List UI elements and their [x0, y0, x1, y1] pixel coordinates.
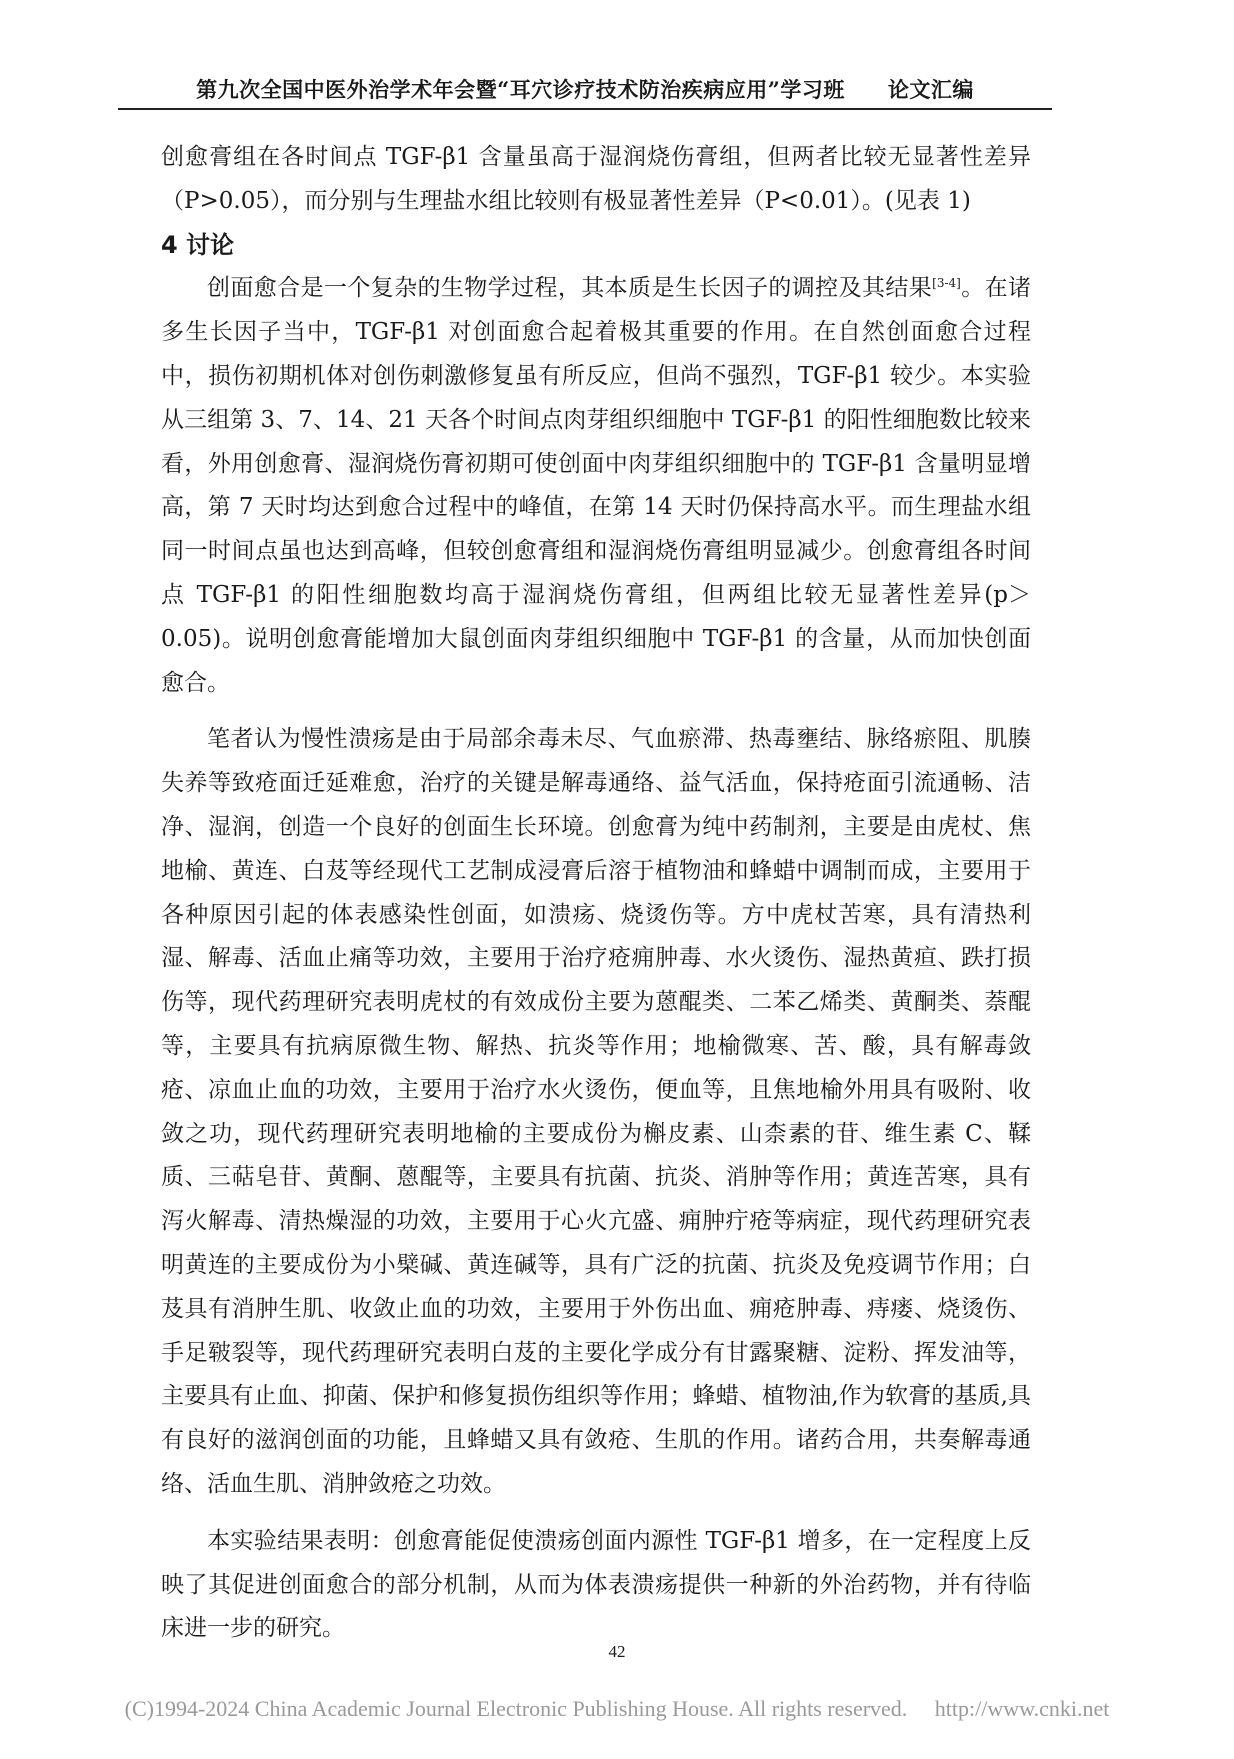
continuation-paragraph: 创愈膏组在各时间点 TGF-β1 含量虽高于湿润烧伤膏组，但两者比较无显著性差异（P>0.05），而分别与生理盐水组比较则有极显著性差异（P<0.01）。(见表 1)	[161, 144, 1031, 214]
discussion-paragraph-3: 本实验结果表明：创愈膏能促使溃疡创面内源性 TGF-β1 增多，在一定程度上反映了其促进创面愈合的部分机制，从而为体表溃疡提供一种新的外治药物，并有待临床进一步的研究。	[161, 1527, 1031, 1642]
paragraph-text-continued: 。在诸多生长因子当中，TGF-β1 对创面愈合起着极其重要的作用。在自然创面愈合过程中，损伤初期机体对创伤刺激修复虽有所反应，但尚不强烈，TGF-β1 较少。本实验从三组第 3、7、14、21 天各个时间点肉芽组织细胞中 TGF-β1 的阳性细胞数比较来看，外用创愈膏、湿润烧伤膏初期可使创面中肉芽组织细胞中的 TGF-β1 含量明显增高，第 7 天时均达到愈合过程中的峰值，在第 14 天时仍保持高水平。而生理盐水组同一时间点虽也达到高峰，但较创愈膏组和湿润烧伤膏组明显减少。创愈膏组各时间点 TGF-β1 的阳性细胞数均高于湿润烧伤膏组，但两组比较无显著性差异(p＞0.05)。说明创愈膏能增加大鼠创面肉芽组织细胞中 TGF-β1 的含量，从而加快创面愈合。	[161, 275, 1032, 696]
discussion-paragraph-1	[161, 267, 1031, 705]
copyright-notice: (C)1994-2024 China Academic Journal Electronic Publishing House. All rights reserved. http://www.cnki.net	[124, 1696, 1110, 1721]
header-rule	[118, 108, 1052, 110]
page-number: 42	[608, 1642, 626, 1661]
citation-reference: [3-4]	[932, 276, 961, 291]
section-heading: 4 讨论	[161, 230, 235, 259]
discussion-paragraph-2: 笔者认为慢性溃疡是由于局部余毒未尽、气血瘀滞、热毒壅结、脉络瘀阻、肌腠失养等致疮面迁延难愈，治疗的关键是解毒通络、益气活血，保持疮面引流通畅、洁净、湿润，创造一个良好的创面生长环境。创愈膏为纯中药制剂，主要是由虎杖、焦地榆、黄连、白芨等经现代工艺制成浸膏后溶于植物油和蜂蜡中调制而成，主要用于各种原因引起的体表感染性创面，如溃疡、烧烫伤等。方中虎杖苦寒，具有清热利湿、解毒、活血止痛等功效，主要用于治疗疮痈肿毒、水火烫伤、湿热黄疸、跌打损伤等，现代药理研究表明虎杖的有效成份主要为蒽醌类、二苯乙烯类、黄酮类、萘醌等，主要具有抗病原微生物、解热、抗炎等作用；地榆微寒、苦、酸，具有解毒敛疮、凉血止血的功效，主要用于治疗水火烫伤，便血等，且焦地榆外用具有吸附、收敛之功，现代药理研究表明地榆的主要成份为槲皮素、山柰素的苷、维生素 C、鞣质、三萜皂苷、黄酮、蒽醌等，主要具有抗菌、抗炎、消肿等作用；黄连苦寒，具有泻火解毒、清热燥湿的功效，主要用于心火亢盛、痈肿疔疮等病症，现代药理研究表明黄连的主要成份为小檗碱、黄连碱等，具有广泛的抗菌、抗炎及免疫调节作用；白芨具有消肿生肌、收敛止血的功效，主要用于外伤出血、痈疮肿毒、痔瘘、烧烫伤、手足皲裂等，现代药理研究表明白芨的主要化学成分有甘露聚糖、淀粉、挥发油等，主要具有止血、抑菌、保护和修复损伤组织等作用；蜂蜡、植物油,作为软膏的基质,具有良好的滋润创面的功能，且蜂蜡又具有敛疮、生肌的作用。诸药合用，共奏解毒通络、活血生肌、消肿敛疮之功效。	[161, 726, 1031, 1497]
article-body	[161, 136, 1031, 1651]
paragraph-gap	[161, 1507, 1031, 1520]
running-header: 第九次全国中医外治学术年会暨“耳穴诊疗技术防治疾病应用”学习班 论文汇编	[196, 77, 974, 102]
paragraph-gap	[161, 705, 1031, 718]
paragraph-text: 创面愈合是一个复杂的生物学过程，其本质是生长因子的调控及其结果	[207, 275, 933, 302]
